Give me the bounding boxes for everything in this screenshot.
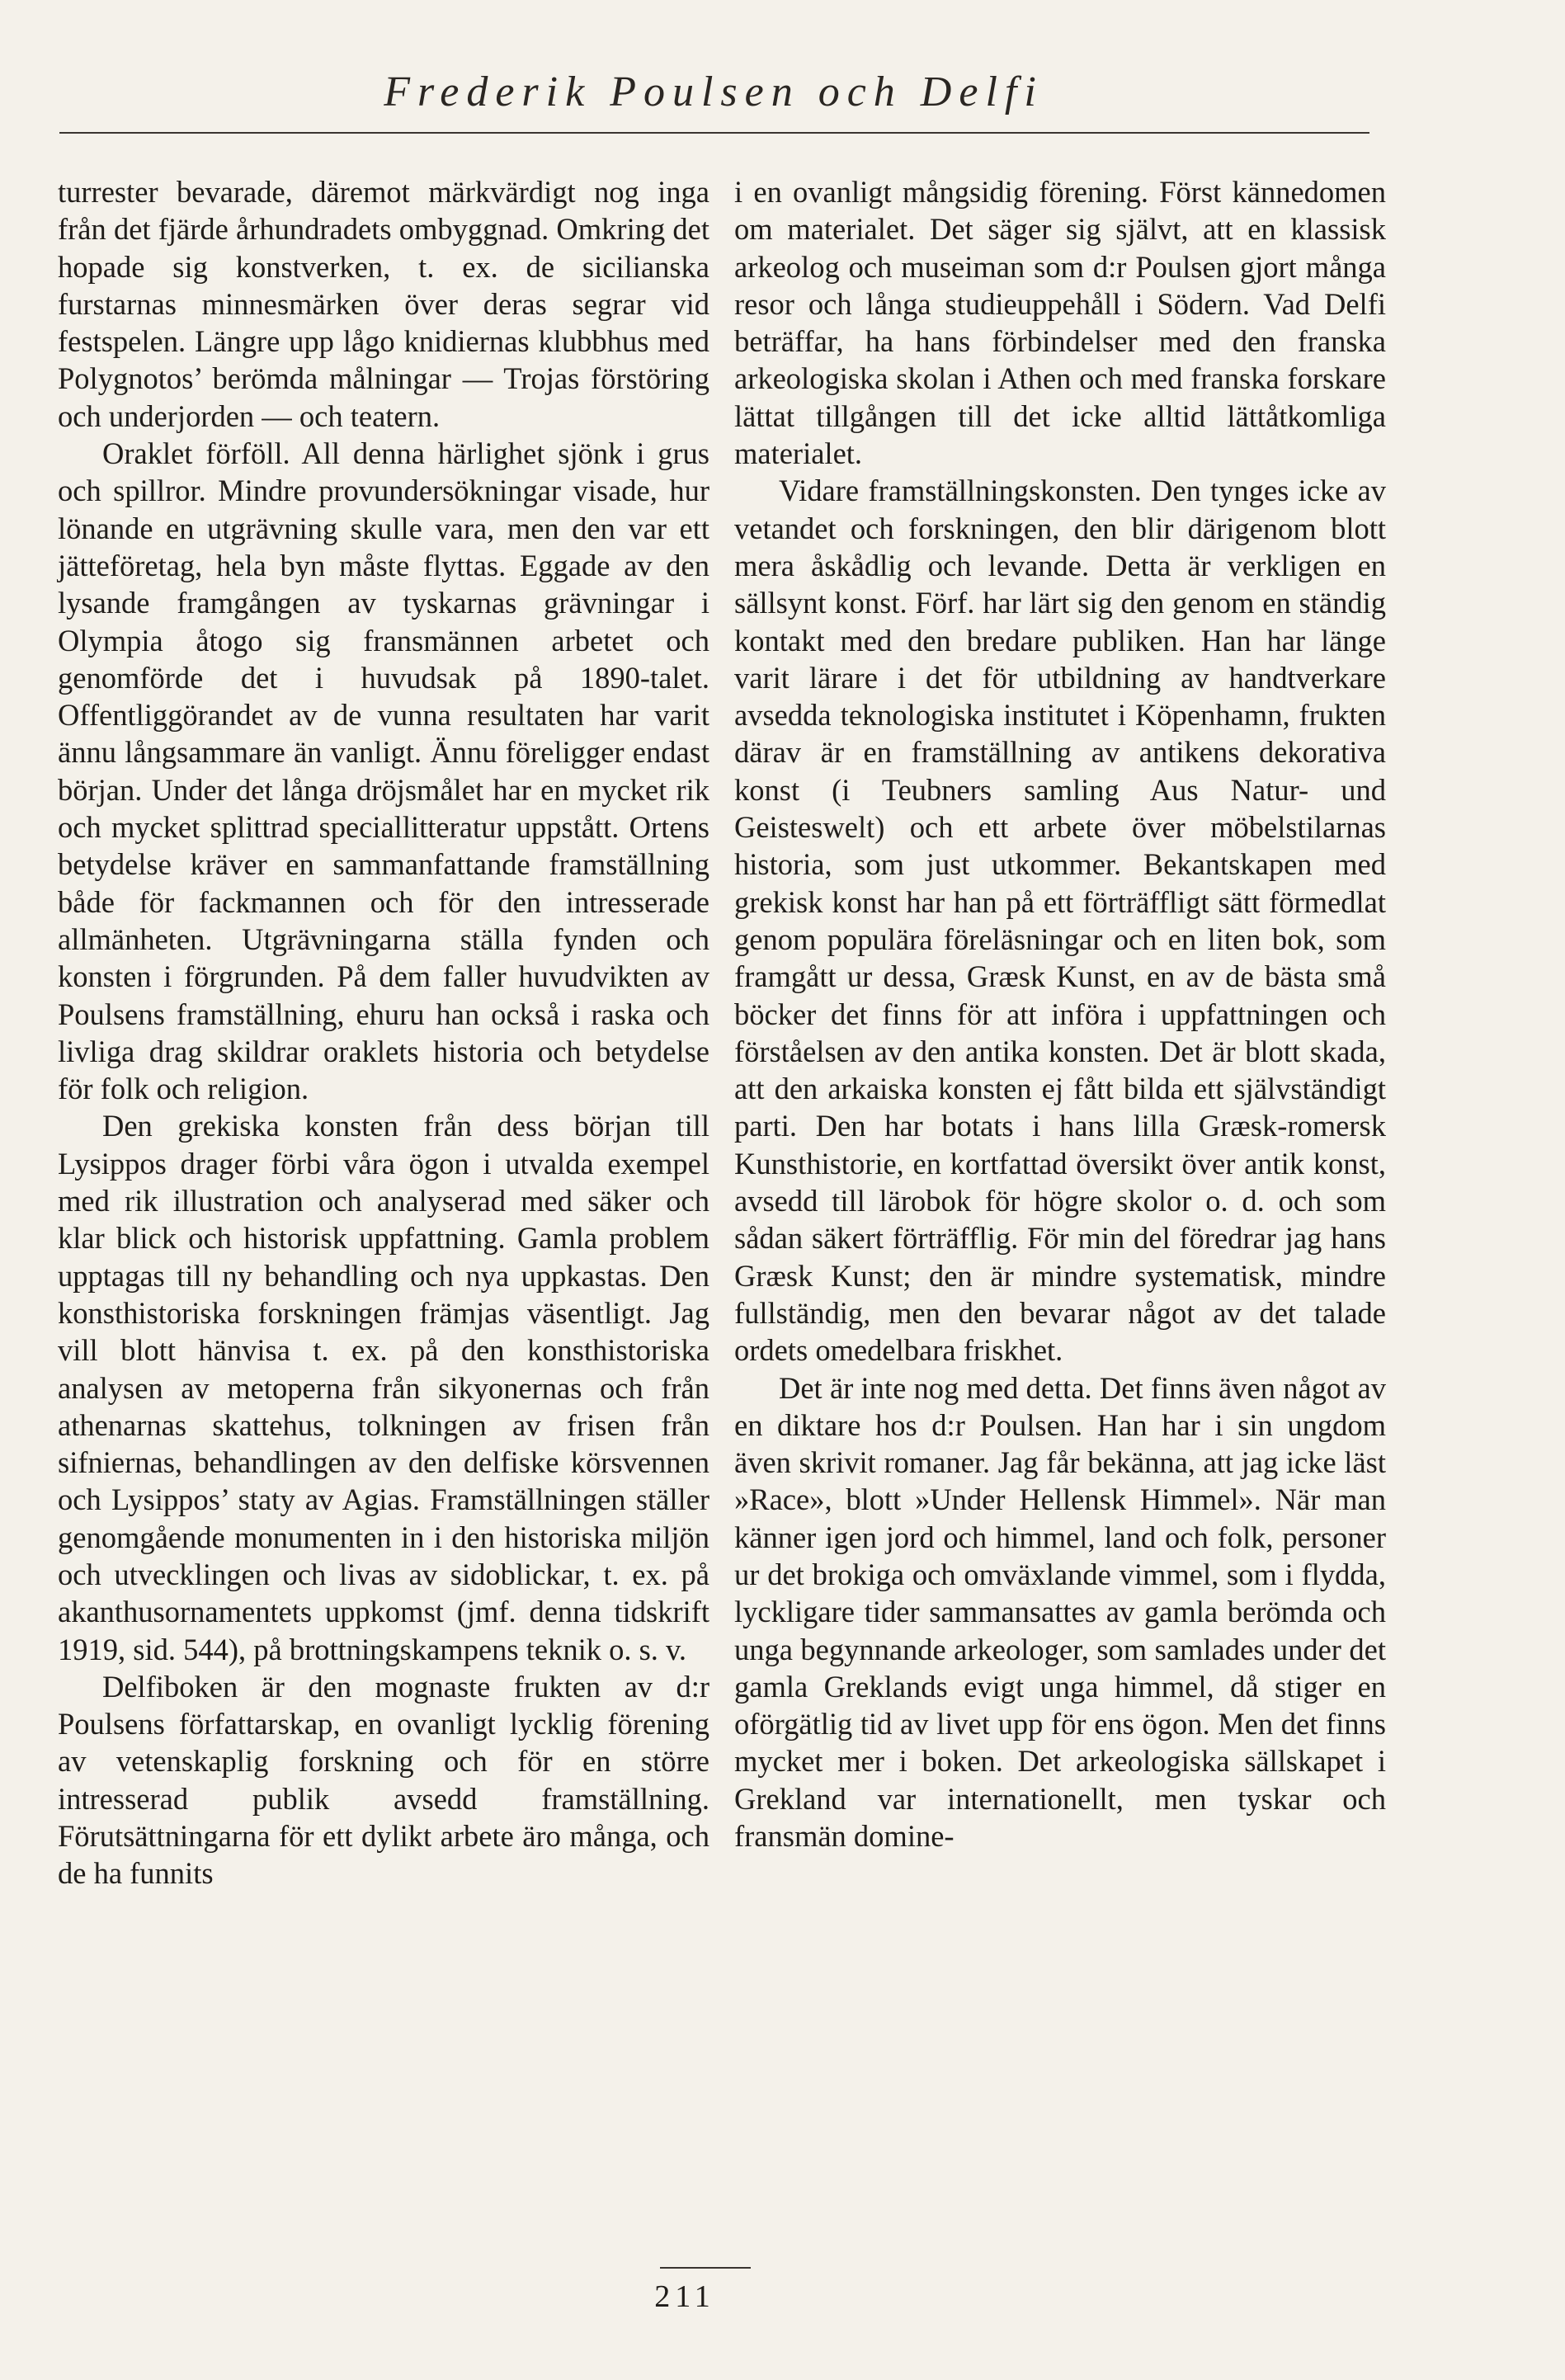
- right-column: [734, 173, 1386, 1855]
- paragraph: Den grekiska konsten från dess början till Lysippos drager förbi våra ögon i utvalda exempel med rik illustration och analyserad med säker och klar blick och historisk uppfattning. Gamla problem upptagas till ny behandling och nya uppkastas. Den konsthistoriska forskningen främjas väsentligt. Jag vill blott hänvisa t. ex. på den konsthistoriska analysen av metoperna från sikyonernas och från athenarnas skattehus, tolkningen av frisen från sifniernas, behandlingen av den delfiske körsvennen och Lysippos’ staty av Agias. Framställningen ställer genomgående monumenten in i den historiska miljön och utvecklingen och livas av sidoblickar, t. ex. på akanthusornamentets uppkomst (jmf. denna tidskrift 1919, sid. 544), på brottningskampens teknik o. s. v.: [58, 1109, 709, 1666]
- running-header: Frederik Poulsen och Delfi: [384, 68, 1044, 115]
- paragraph: i en ovanligt mångsidig förening. Först kännedomen om materialet. Det säger sig självt, att en klassisk arkeolog och museiman som d:r Poulsen gjort många resor och långa studieuppehåll i Södern. Vad Delfi beträffar, ha hans förbindelser med den franska arkeologiska skolan i Athen och med franska forskare lättat tillgången till det icke alltid lättåtkomliga materialet.: [734, 175, 1386, 471]
- left-column: [58, 173, 709, 1892]
- paragraph: Vidare framställningskonsten. Den tynges icke av vetandet och forskningen, den blir därigenom blott mera åskådlig och levande. Detta är verkligen en sällsynt konst. Förf. har lärt sig den genom en ständig kontakt med den bredare publiken. Han har länge varit lärare i det för utbildning av handtverkare avsedda teknologiska institutet i Köpenhamn, frukten därav är en framställning av antikens dekorativa konst (i Teubners samling Aus Natur- und Geisteswelt) och ett arbete över möbelstilarnas historia, som just utkommer. Bekantskapen med grekisk konst har han på ett förträffligt sätt förmedlat genom populära föreläsningar och en liten bok, som framgått ur dessa, Græsk Kunst, en av de bästa små böcker det finns för att införa i uppfattningen och förståelsen av den antika konsten. Det är blott skada, att den arkaiska konsten ej fått bilda ett självständigt parti. Den har botats i hans lilla Græsk-romersk Kunsthistorie, en kortfattad översikt över antik konst, avsedd till lärobok för högre skolor o. d. och som sådan säkert förträfflig. För min del föredrar jag hans Græsk Kunst; den är mindre systematisk, mindre fullständig, men den bevarar något av det talade ordets omedelbara friskhet.: [734, 474, 1386, 1368]
- paragraph: Oraklet förföll. All denna härlighet sjönk i grus och spillror. Mindre provundersökningar visade, hur lönande en utgrävning skulle vara, men den var ett jätteföretag, hela byn måste flyttas. Eggade av den lysande framgången av tyskarnas grävningar i Olympia åtogo sig fransmännen arbetet och genomförde det i huvudsak på 1890-talet. Offentliggörandet av de vunna resultaten har varit ännu långsammare än vanligt. Ännu föreligger endast början. Under det långa dröjsmålet har en mycket rik och mycket splittrad speciallitteratur uppstått. Ortens betydelse kräver en sammanfattande framställning både för fackmannen och för den intresserade allmänheten. Utgrävningarna ställa fynden och konsten i förgrunden. På dem faller huvudvikten av Poulsens framställning, ehuru han också i raska och livliga drag skildrar oraklets historia och betydelse för folk och religion.: [58, 436, 709, 1106]
- paragraph: Det är inte nog med detta. Det finns även något av en diktare hos d:r Poulsen. Han har i sin ungdom även skrivit romaner. Jag får bekänna, att jag icke läst »Race», blott »Under Hellensk Himmel». När man känner igen jord och himmel, land och folk, personer ur det brokiga och omväxlande vimmel, som i flydda, lyckligare tider sammansattes av gamla berömda och unga begynnande arkeologer, som samlades under det gamla Greklands evigt unga himmel, då stiger en oförgätlig tid av livet upp för ens ögon. Men det finns mycket mer i boken. Det arkeologiska sällskapet i Grekland var internationellt, men tyskar och fransmän domine-: [734, 1370, 1386, 1854]
- header-rule: [59, 132, 1369, 134]
- paragraph: turrester bevarade, däremot märkvärdigt nog inga från det fjärde århundradets ombyggnad. Omkring det hopade sig konstverken, t. ex. de sicilianska furstarnas minnesmärken över deras segrar vid festspelen. Längre upp lågo knidiernas klubbhus med Polygnotos’ berömda målningar — Trojas förstöring och underjorden — och teatern.: [58, 175, 709, 433]
- folio-rule: [660, 2267, 751, 2269]
- paragraph: Delfiboken är den mognaste frukten av d:r Poulsens författarskap, en ovanligt lycklig förening av vetenskaplig forskning och för en större intresserad publik avsedd framställning. Förutsättningarna för ett dylikt arbete äro många, och de ha funnits: [58, 1669, 709, 1891]
- page-number: 211: [654, 2279, 715, 2314]
